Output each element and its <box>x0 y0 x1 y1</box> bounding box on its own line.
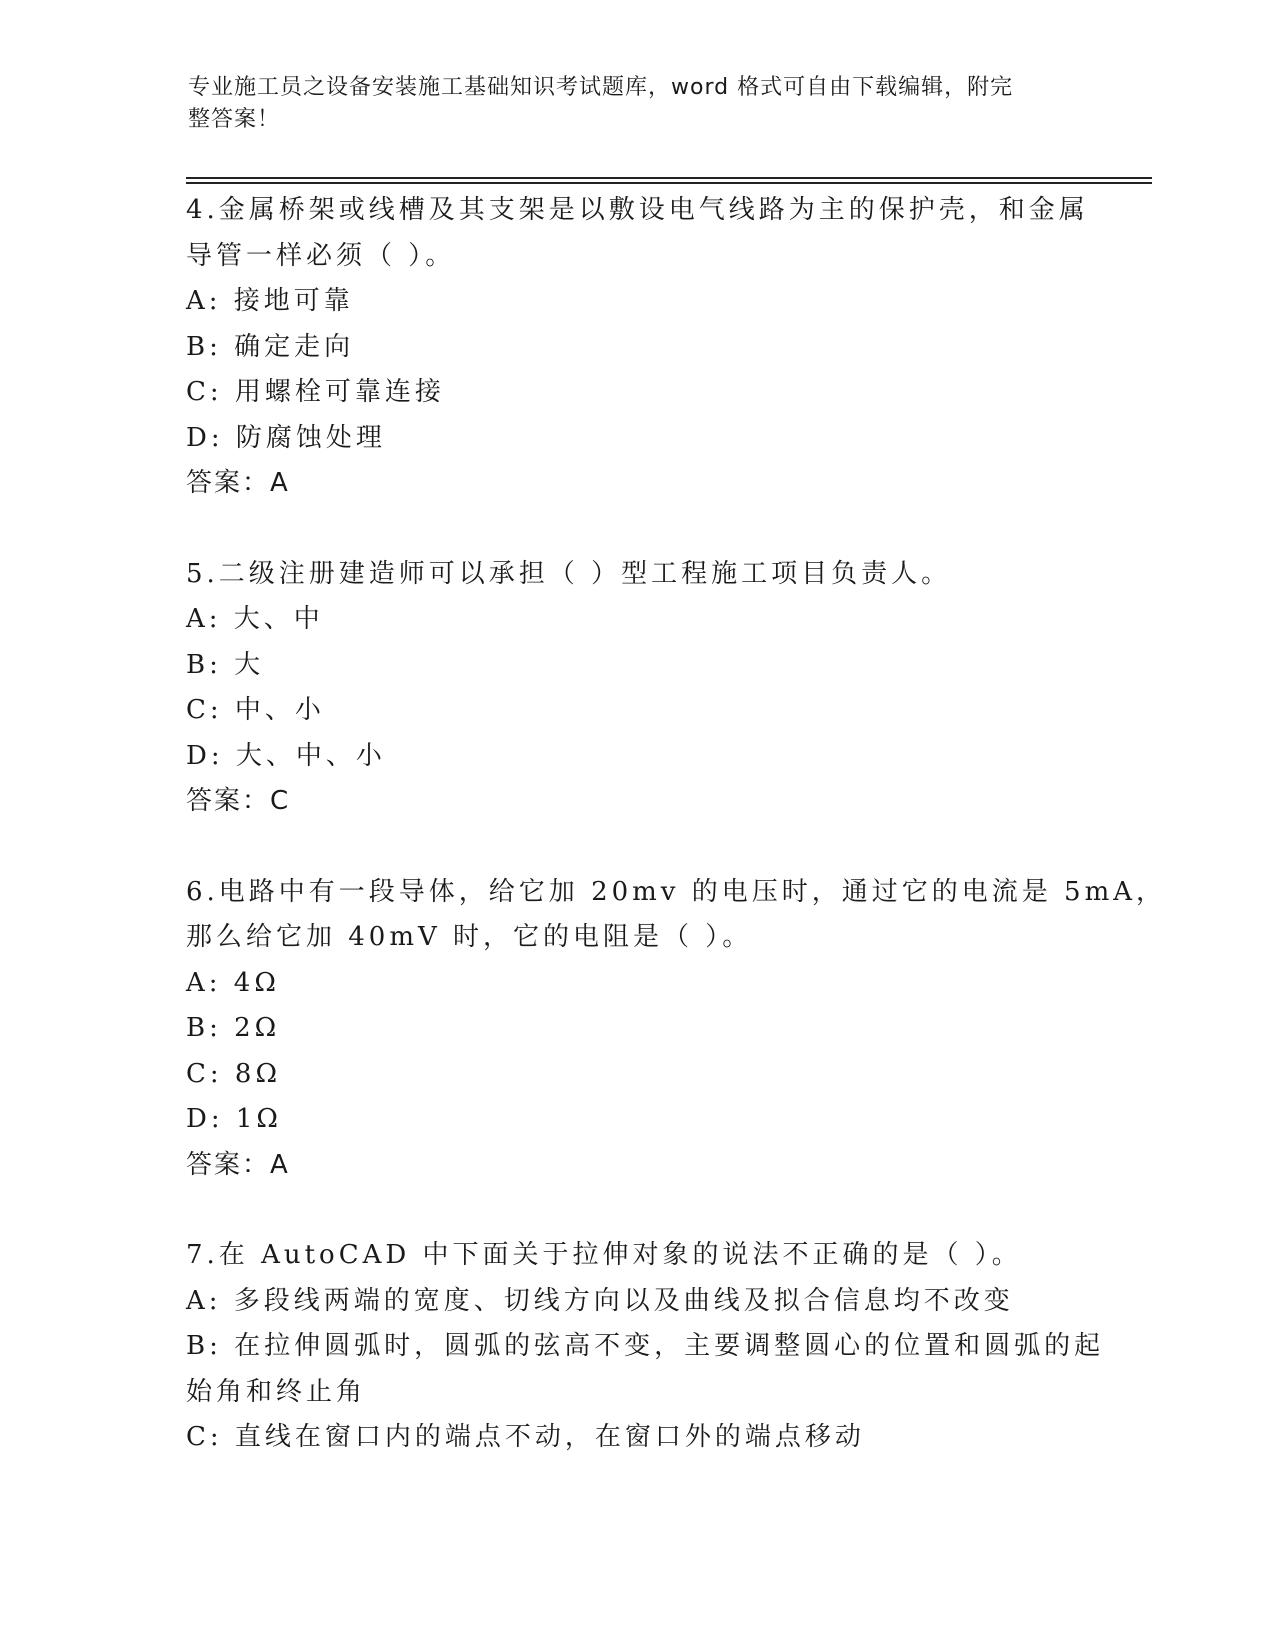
question-7 <box>186 1233 1105 1461</box>
option-c: C: 用螺栓可靠连接 <box>186 377 445 407</box>
option-b-continued: 始角和终止角 <box>186 1376 367 1407</box>
header-rule-bottom <box>186 182 1152 184</box>
option-a: A: 大、中 <box>186 604 324 634</box>
header-line-2: 整答案！ <box>188 107 281 132</box>
header-rule-top <box>186 177 1152 179</box>
question-5 <box>186 552 1086 825</box>
option-c: C: 8Ω <box>186 1058 282 1089</box>
question-4 <box>186 188 1089 507</box>
option-b: B: 确定走向 <box>186 331 355 362</box>
question-6 <box>186 870 1167 1189</box>
question-stem: 7.在 AutoCAD 中下面关于拉伸对象的说法不正确的是（ ）。 <box>186 1240 1022 1270</box>
question-stem: 4.金属桥架或线槽及其支架是以敷设电气线路为主的保护壳，和金属 <box>186 195 1089 225</box>
question-stem: 导管一样必须（ ）。 <box>186 240 456 271</box>
option-a: A: 接地可靠 <box>186 286 354 316</box>
option-b: B: 在拉伸圆弧时，圆弧的弦高不变，主要调整圆心的位置和圆弧的起 <box>186 1331 1105 1361</box>
option-a: A: 多段线两端的宽度、切线方向以及曲线及拟合信息均不改变 <box>186 1285 1014 1316</box>
option-a: A: 4Ω <box>186 967 280 998</box>
option-b: B: 2Ω <box>186 1013 281 1043</box>
question-stem: 6.电路中有一段导体，给它加 20mv 的电压时，通过它的电流是 5mA， <box>186 876 1167 907</box>
option-b: B: 大 <box>186 649 265 680</box>
answer-line: 答案：A <box>186 468 290 498</box>
answer-line: 答案：C <box>186 786 291 816</box>
option-d: D: 防腐蚀处理 <box>186 422 386 453</box>
option-c: C: 直线在窗口内的端点不动，在窗口外的端点移动 <box>186 1422 865 1452</box>
option-d: D: 1Ω <box>186 1104 282 1134</box>
header-line-1: 专业施工员之设备安装施工基础知识考试题库，word 格式可自由下载编辑，附完 <box>188 75 1014 100</box>
question-stem: 那么给它加 40mV 时，它的电阻是（ ）。 <box>186 922 753 952</box>
question-list <box>186 188 1167 1506</box>
question-stem: 5.二级注册建造师可以承担（ ）型工程施工项目负责人。 <box>186 558 952 589</box>
answer-line: 答案：A <box>186 1149 290 1180</box>
option-c: C: 中、小 <box>186 695 325 725</box>
option-d: D: 大、中、小 <box>186 740 386 771</box>
document-header <box>188 72 1068 136</box>
